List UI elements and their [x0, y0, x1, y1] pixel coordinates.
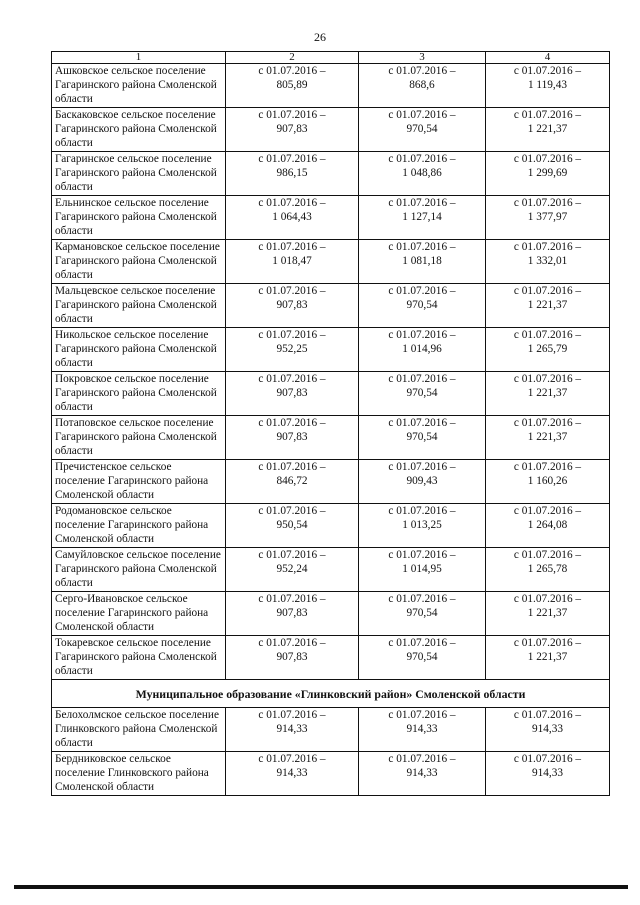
tariff-period: с 01.07.2016 – [388, 593, 456, 605]
table-row [52, 708, 610, 752]
table-row [52, 416, 610, 460]
tariff-value: 914,33 [406, 723, 438, 735]
settlement-name: Никольское сельское поселение Гагаринского района Смоленской области [52, 328, 226, 372]
tariff-period: с 01.07.2016 – [258, 637, 326, 649]
tariff-value: 1 332,01 [527, 255, 568, 267]
settlement-name: Покровское сельское поселение Гагаринского района Смоленской области [52, 372, 226, 416]
tariff-cell-v2 [226, 504, 359, 548]
tariff-value: 970,54 [406, 431, 438, 443]
tariff-value: 907,83 [276, 123, 308, 135]
tariff-cell-v3 [359, 284, 486, 328]
tariff-cell-v2 [226, 284, 359, 328]
tariff-value: 914,33 [276, 723, 308, 735]
tariff-value: 907,83 [276, 431, 308, 443]
settlement-name: Серго-Ивановское сельское поселение Гагаринского района Смоленской области [52, 592, 226, 636]
tariff-cell-v3 [359, 708, 486, 752]
tariff-value: 970,54 [406, 651, 438, 663]
tariff-period: с 01.07.2016 – [258, 505, 326, 517]
tariff-period: с 01.07.2016 – [258, 373, 326, 385]
settlement-name: Гагаринское сельское поселение Гагаринского района Смоленской области [52, 152, 226, 196]
tariff-value: 1 014,96 [402, 343, 442, 355]
tariff-period: с 01.07.2016 – [513, 285, 582, 297]
settlement-name: Ашковское сельское поселение Гагаринского района Смоленской области [52, 64, 226, 108]
tariff-value: 1 221,37 [527, 431, 568, 443]
tariff-value: 952,24 [276, 563, 308, 575]
header-col-1: 1 [52, 52, 226, 64]
tariff-value: 1 221,37 [527, 123, 568, 135]
header-row [52, 52, 610, 64]
tariff-period: с 01.07.2016 – [388, 109, 456, 121]
tariff-period: с 01.07.2016 – [258, 709, 326, 721]
tariff-cell-v2 [226, 548, 359, 592]
settlement-name: Родомановское сельское поселение Гагаринского района Смоленской области [52, 504, 226, 548]
tariff-cell-v4 [486, 460, 610, 504]
settlement-name: Бердниковское сельское поселение Глинковского района Смоленской области [52, 752, 226, 796]
tariff-cell-v2 [226, 108, 359, 152]
settlement-name: Мальцевское сельское поселение Гагаринского района Смоленской области [52, 284, 226, 328]
tariff-cell-v2 [226, 152, 359, 196]
tariff-value: 970,54 [406, 607, 438, 619]
tariff-period: с 01.07.2016 – [513, 709, 582, 721]
settlement-name: Самуйловское сельское поселение Гагаринского района Смоленской области [52, 548, 226, 592]
tariff-period: с 01.07.2016 – [258, 753, 326, 765]
tariff-cell-v4 [486, 196, 610, 240]
tariff-cell-v2 [226, 372, 359, 416]
table-row [52, 636, 610, 680]
tariff-value: 1 265,78 [527, 563, 568, 575]
tariff-period: с 01.07.2016 – [388, 329, 456, 341]
tariff-value: 950,54 [276, 519, 308, 531]
tariff-period: с 01.07.2016 – [388, 373, 456, 385]
tariff-period: с 01.07.2016 – [388, 637, 456, 649]
tariff-cell-v2 [226, 196, 359, 240]
tariff-period: с 01.07.2016 – [388, 285, 456, 297]
tariff-value: 1 081,18 [402, 255, 442, 267]
table-row [52, 504, 610, 548]
tariff-value: 909,43 [406, 475, 438, 487]
tariff-period: с 01.07.2016 – [258, 285, 326, 297]
tariff-cell-v3 [359, 504, 486, 548]
tariff-table [51, 51, 610, 796]
tariff-value: 907,83 [276, 387, 308, 399]
settlement-name: Кармановское сельское поселение Гагаринского района Смоленской области [52, 240, 226, 284]
settlement-name: Баскаковское сельское поселение Гагаринского района Смоленской области [52, 108, 226, 152]
tariff-value: 970,54 [406, 123, 438, 135]
tariff-cell-v4 [486, 64, 610, 108]
tariff-cell-v3 [359, 152, 486, 196]
tariff-cell-v4 [486, 592, 610, 636]
tariff-value: 1 299,69 [527, 167, 568, 179]
tariff-cell-v4 [486, 240, 610, 284]
header-col-3: 3 [359, 52, 486, 64]
header-col-2: 2 [226, 52, 359, 64]
tariff-period: с 01.07.2016 – [513, 197, 582, 209]
tariff-value: 914,33 [276, 767, 308, 779]
tariff-cell-v3 [359, 752, 486, 796]
tariff-period: с 01.07.2016 – [513, 461, 582, 473]
tariff-period: с 01.07.2016 – [513, 241, 582, 253]
tariff-value: 914,33 [531, 767, 564, 779]
tariff-value: 1 377,97 [527, 211, 568, 223]
tariff-period: с 01.07.2016 – [513, 109, 582, 121]
tariff-period: с 01.07.2016 – [388, 197, 456, 209]
tariff-value: 1 064,43 [272, 211, 312, 223]
tariff-value: 1 013,25 [402, 519, 442, 531]
tariff-cell-v4 [486, 328, 610, 372]
tariff-cell-v2 [226, 708, 359, 752]
tariff-period: с 01.07.2016 – [388, 417, 456, 429]
tariff-cell-v2 [226, 416, 359, 460]
tariff-value: 1 221,37 [527, 607, 568, 619]
tariff-period: с 01.07.2016 – [513, 593, 582, 605]
tariff-value: 1 048,86 [402, 167, 442, 179]
tariff-cell-v4 [486, 752, 610, 796]
tariff-value: 970,54 [406, 387, 438, 399]
tariff-value: 907,83 [276, 651, 308, 663]
tariff-value: 907,83 [276, 607, 308, 619]
section-row [52, 680, 610, 708]
tariff-cell-v4 [486, 504, 610, 548]
table-row [52, 372, 610, 416]
tariff-value: 1 264,08 [527, 519, 568, 531]
tariff-cell-v2 [226, 636, 359, 680]
table-row [52, 460, 610, 504]
settlement-name: Токаревское сельское поселение Гагаринского района Смоленской области [52, 636, 226, 680]
tariff-cell-v2 [226, 328, 359, 372]
tariff-period: с 01.07.2016 – [513, 153, 582, 165]
tariff-value: 914,33 [531, 723, 564, 735]
tariff-value: 1 014,95 [402, 563, 442, 575]
tariff-cell-v3 [359, 372, 486, 416]
tariff-period: с 01.07.2016 – [513, 549, 582, 561]
tariff-period: с 01.07.2016 – [258, 461, 326, 473]
tariff-cell-v3 [359, 460, 486, 504]
tariff-cell-v3 [359, 592, 486, 636]
tariff-cell-v4 [486, 372, 610, 416]
tariff-value: 1 119,43 [527, 79, 568, 91]
tariff-cell-v3 [359, 64, 486, 108]
tariff-period: с 01.07.2016 – [258, 549, 326, 561]
tariff-value: 1 221,37 [527, 299, 568, 311]
tariff-period: с 01.07.2016 – [258, 65, 326, 77]
tariff-period: с 01.07.2016 – [258, 153, 326, 165]
tariff-period: с 01.07.2016 – [258, 197, 326, 209]
tariff-cell-v3 [359, 240, 486, 284]
tariff-period: с 01.07.2016 – [388, 709, 456, 721]
tariff-value: 846,72 [276, 475, 308, 487]
section-title: Муниципальное образование «Глинковский район» Смоленской области [52, 680, 610, 708]
table-row [52, 64, 610, 108]
tariff-cell-v2 [226, 460, 359, 504]
tariff-cell-v2 [226, 240, 359, 284]
table-row [52, 284, 610, 328]
table-row [52, 240, 610, 284]
tariff-value: 970,54 [406, 299, 438, 311]
tariff-cell-v4 [486, 152, 610, 196]
tariff-period: с 01.07.2016 – [513, 329, 582, 341]
tariff-period: с 01.07.2016 – [258, 417, 326, 429]
tariff-period: с 01.07.2016 – [258, 329, 326, 341]
tariff-cell-v4 [486, 636, 610, 680]
settlement-name: Белохолмское сельское поселение Глинковского района Смоленской области [52, 708, 226, 752]
tariff-period: с 01.07.2016 – [388, 549, 456, 561]
header-col-4: 4 [486, 52, 610, 64]
tariff-period: с 01.07.2016 – [388, 461, 456, 473]
tariff-value: 1 127,14 [402, 211, 442, 223]
settlement-name: Пречистенское сельское поселение Гагаринского района Смоленской области [52, 460, 226, 504]
tariff-cell-v3 [359, 636, 486, 680]
settlement-name: Ельнинское сельское поселение Гагаринского района Смоленской области [52, 196, 226, 240]
tariff-cell-v4 [486, 108, 610, 152]
tariff-value: 1 265,79 [527, 343, 568, 355]
tariff-value: 1 018,47 [272, 255, 312, 267]
table-row [52, 592, 610, 636]
tariff-value: 1 160,26 [527, 475, 568, 487]
tariff-cell-v4 [486, 548, 610, 592]
table-row [52, 108, 610, 152]
tariff-value: 986,15 [276, 167, 308, 179]
tariff-period: с 01.07.2016 – [388, 753, 456, 765]
tariff-cell-v2 [226, 752, 359, 796]
tariff-period: с 01.07.2016 – [513, 637, 582, 649]
tariff-cell-v3 [359, 548, 486, 592]
tariff-cell-v4 [486, 708, 610, 752]
tariff-cell-v2 [226, 64, 359, 108]
tariff-period: с 01.07.2016 – [388, 65, 456, 77]
table-row [52, 548, 610, 592]
tariff-period: с 01.07.2016 – [513, 373, 582, 385]
tariff-cell-v3 [359, 416, 486, 460]
tariff-period: с 01.07.2016 – [513, 505, 582, 517]
tariff-period: с 01.07.2016 – [388, 153, 456, 165]
page-number: 26 [314, 30, 326, 44]
tariff-value: 914,33 [406, 767, 438, 779]
tariff-cell-v3 [359, 108, 486, 152]
tariff-period: с 01.07.2016 – [513, 417, 582, 429]
tariff-value: 868,6 [409, 79, 435, 91]
tariff-cell-v2 [226, 592, 359, 636]
tariff-value: 1 221,37 [527, 387, 568, 399]
tariff-cell-v3 [359, 196, 486, 240]
tariff-period: с 01.07.2016 – [258, 241, 326, 253]
tariff-period: с 01.07.2016 – [388, 505, 456, 517]
tariff-cell-v3 [359, 328, 486, 372]
tariff-period: с 01.07.2016 – [513, 65, 582, 77]
tariff-period: с 01.07.2016 – [258, 593, 326, 605]
tariff-value: 907,83 [276, 299, 308, 311]
tariff-period: с 01.07.2016 – [513, 753, 582, 765]
tariff-cell-v4 [486, 416, 610, 460]
table-row [52, 752, 610, 796]
tariff-value: 1 221,37 [527, 651, 568, 663]
table-row [52, 152, 610, 196]
table-header [52, 52, 610, 64]
tariff-period: с 01.07.2016 – [258, 109, 326, 121]
settlement-name: Потаповское сельское поселение Гагаринского района Смоленской области [52, 416, 226, 460]
tariff-value: 952,25 [276, 343, 308, 355]
tariff-value: 805,89 [276, 79, 308, 91]
tariff-period: с 01.07.2016 – [388, 241, 456, 253]
table-row [52, 328, 610, 372]
table-row [52, 196, 610, 240]
table-body [52, 64, 610, 796]
bottom-rule [14, 885, 628, 889]
tariff-cell-v4 [486, 284, 610, 328]
